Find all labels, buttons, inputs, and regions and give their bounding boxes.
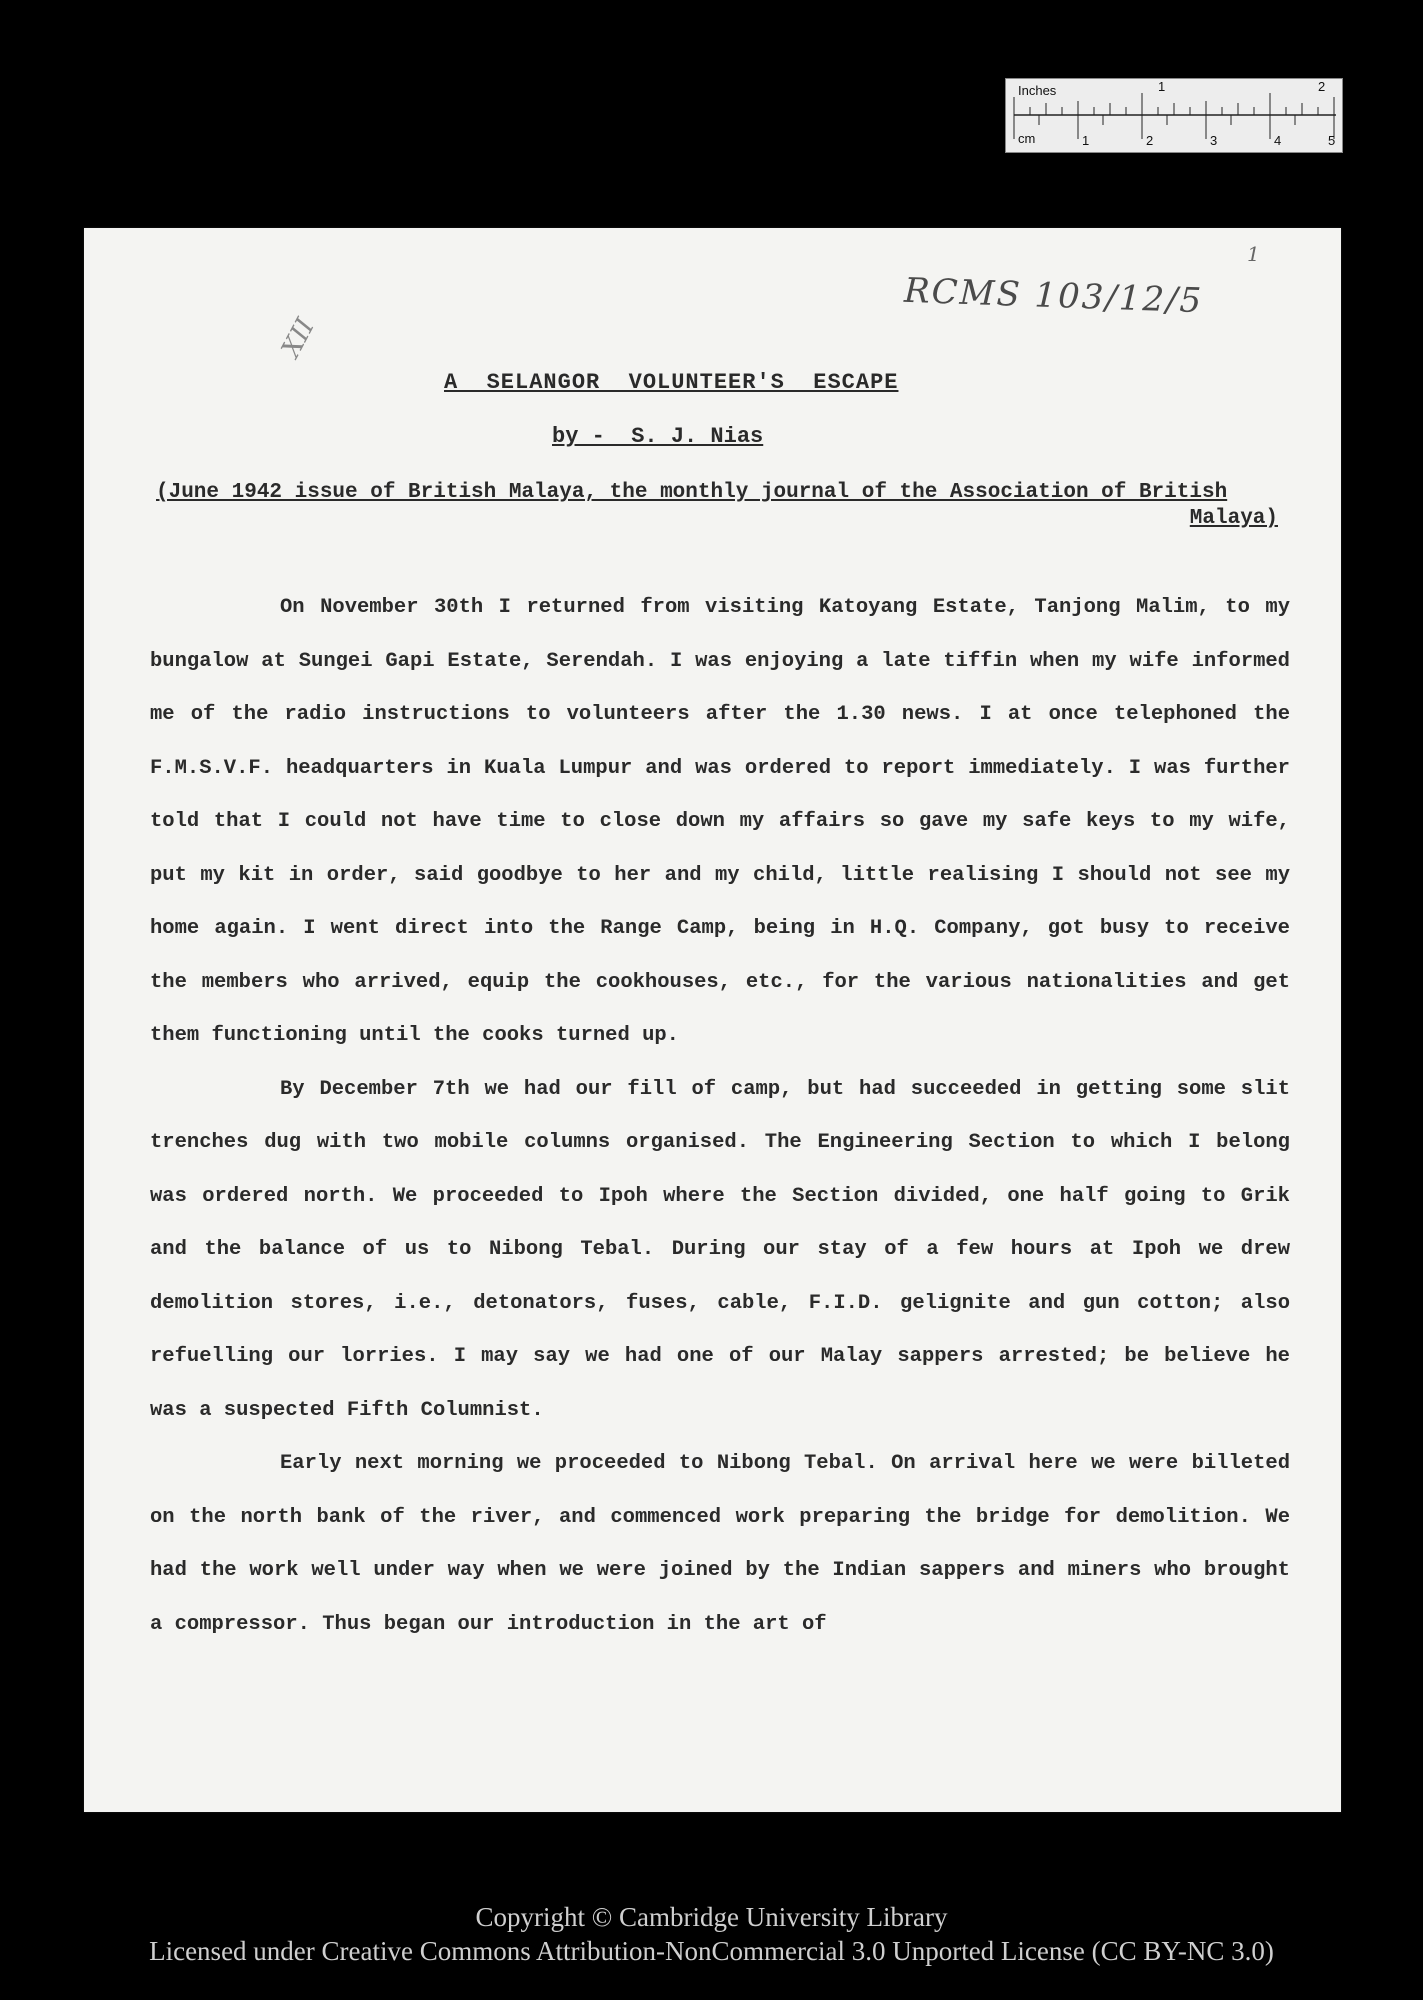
license-footer: [0, 1900, 1423, 1968]
source-line-2: Malaya): [1189, 507, 1278, 530]
paragraph: By December 7th we had our fill of camp, but had succeeded in getting some slit trenches dug with two mobile columns organised. The Engineering Section to which I belong was ordered north. We proceeded to Ipoh where the Section divided, one half going to Grik and the balance of us to Nibong Tebal. During our stay of a few hours at Ipoh we drew demolition stores, i.e., detonators, fuses, cable, F.I.D. gelignite and gun cotton; also refuelling our lorries. I may say we had one of our Malay sappers arrested; be believe he was a suspected Fifth Columnist.: [150, 1077, 1290, 1422]
paragraph: On November 30th I returned from visiting Katoyang Estate, Tanjong Malim, to my bungalow at Sungei Gapi Estate, Serendah. I was enjoying a late tiffin when my wife informed me of the radio instructions to volunteers after the 1.30 news. I at once telephoned the F.M.S.V.F. headquarters in Kuala Lumpur and was ordered to report immediately. I was further told that I could not have time to close down my affairs so gave my safe keys to my wife, put my kit in order, said goodbye to her and my child, little realising I should not see my home again. I went direct into the Range Camp, being in H.Q. Company, got busy to receive the members who arrived, equip the cookhouses, etc., for the various nationalities and get them functioning until the cooks turned up.: [150, 596, 1290, 1047]
document-page: [84, 228, 1341, 1812]
ruler-cm-mark: 5: [1328, 133, 1336, 148]
ruler-inches-label: Inches: [1018, 83, 1057, 98]
source-line-1: (June 1942 issue of British Malaya, the monthly journal of the Association of British: [156, 481, 1228, 504]
archive-reference: RCMS 103/12/5: [903, 270, 1204, 322]
ruler-cm-label: cm: [1018, 131, 1036, 146]
ruler-cm-mark: 3: [1210, 133, 1218, 148]
document-title: A SELANGOR VOLUNTEER'S ESCAPE: [444, 370, 899, 395]
document-body: [150, 581, 1290, 1651]
document-byline: by - S. J. Nias: [552, 424, 764, 449]
ruler-cm-mark: 2: [1146, 133, 1154, 148]
ruler-inch-mark: 1: [1158, 79, 1166, 94]
ruler-inch-mark: 2: [1318, 79, 1326, 94]
paragraph: Early next morning we proceeded to Nibong Tebal. On arrival here we were billeted on the north bank of the river, and commenced work preparing the bridge for demolition. We had the work well under way when we were joined by the Indian sappers and miners who brought a compressor. Thus began our introduction in the art of: [150, 1452, 1290, 1636]
copyright-line: Copyright © Cambridge University Library: [475, 1902, 948, 1932]
margin-mark: XII: [276, 313, 321, 363]
ruler-cm-mark: 4: [1274, 133, 1282, 148]
ruler-ticks: [1006, 79, 1344, 154]
folio-number: 1: [1247, 242, 1260, 266]
license-line: Licensed under Creative Commons Attribution-NonCommercial 3.0 Unported License (CC BY-NC 3.0): [149, 1936, 1274, 1966]
scale-ruler: [1005, 78, 1343, 153]
ruler-cm-mark: 1: [1082, 133, 1090, 148]
document-source: [156, 480, 1278, 532]
